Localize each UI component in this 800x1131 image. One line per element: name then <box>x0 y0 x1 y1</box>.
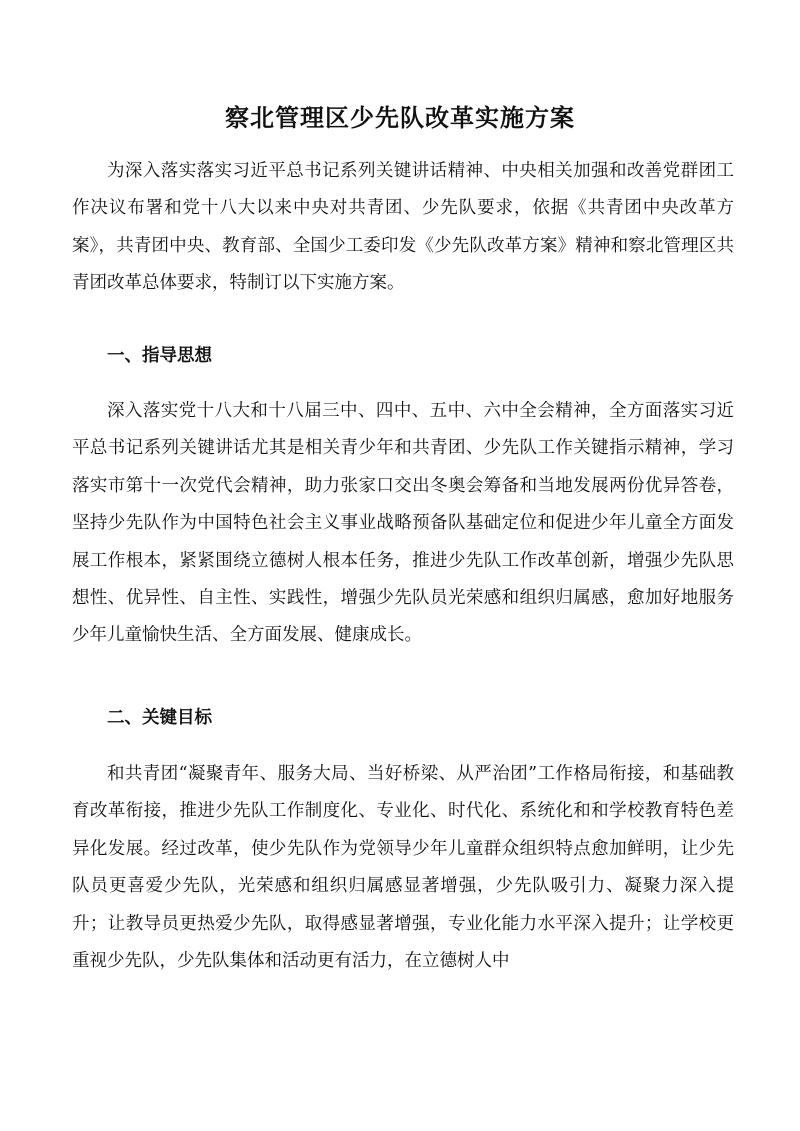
section-heading-guiding-ideology: 一、指导思想 <box>107 346 212 366</box>
document-title: 察北管理区少先队改革实施方案 <box>225 103 575 132</box>
section-body-guiding-ideology: 深入落实党十八大和十八届三中、四中、五中、六中全会精神，全方面落实习近平总书记系列关键讲话尤其是相关青少年和共青团、少先队工作关键指示精神，学习落实市第十一次党代会精神，助力张家口交出冬奥会筹备和当地发展两份优异答卷，坚持少先队作为中国特色社会主义事业战略预备队基础定位和促进少年儿童全方面发展工作根本，紧紧围绕立德树人根本任务，推进少先队工作改革创新，增强少先队思想性、优异性、自主性、实践性，增强少先队员光荣感和组织归属感，愈加好地服务少年儿童愉快生活、全方面发展、健康成长。 <box>72 401 734 646</box>
section-heading-key-goals: 二、关键目标 <box>107 708 212 728</box>
intro-paragraph: 为深入落实落实习近平总书记系列关键讲话精神、中央相关加强和改善党群团工作决议布署和党十八大以来中央对共青团、少先队要求，依据《共青团中央改革方案》，共青团中央、教育部、全国少工委印发《少先队改革方案》精神和察北管理区共青团改革总体要求，特制订以下实施方案。 <box>72 161 734 294</box>
section-body-key-goals: 和共青团“凝聚青年、服务大局、当好桥梁、从严治团”工作格局衔接，和基础教育改革衔接，推进少先队工作制度化、专业化、时代化、系统化和和学校教育特色差异化发展。经过改革，使少先队作为党领导少年儿童群众组织特点愈加鲜明，让少先队员更喜爱少先队，光荣感和组织归属感显著增强，少先队吸引力、凝聚力深入提升；让教导员更热爱少先队，取得感显著增强，专业化能力水平深入提升；让学校更重视少先队，少先队集体和活动更有活力，在立德树人中 <box>72 764 734 972</box>
